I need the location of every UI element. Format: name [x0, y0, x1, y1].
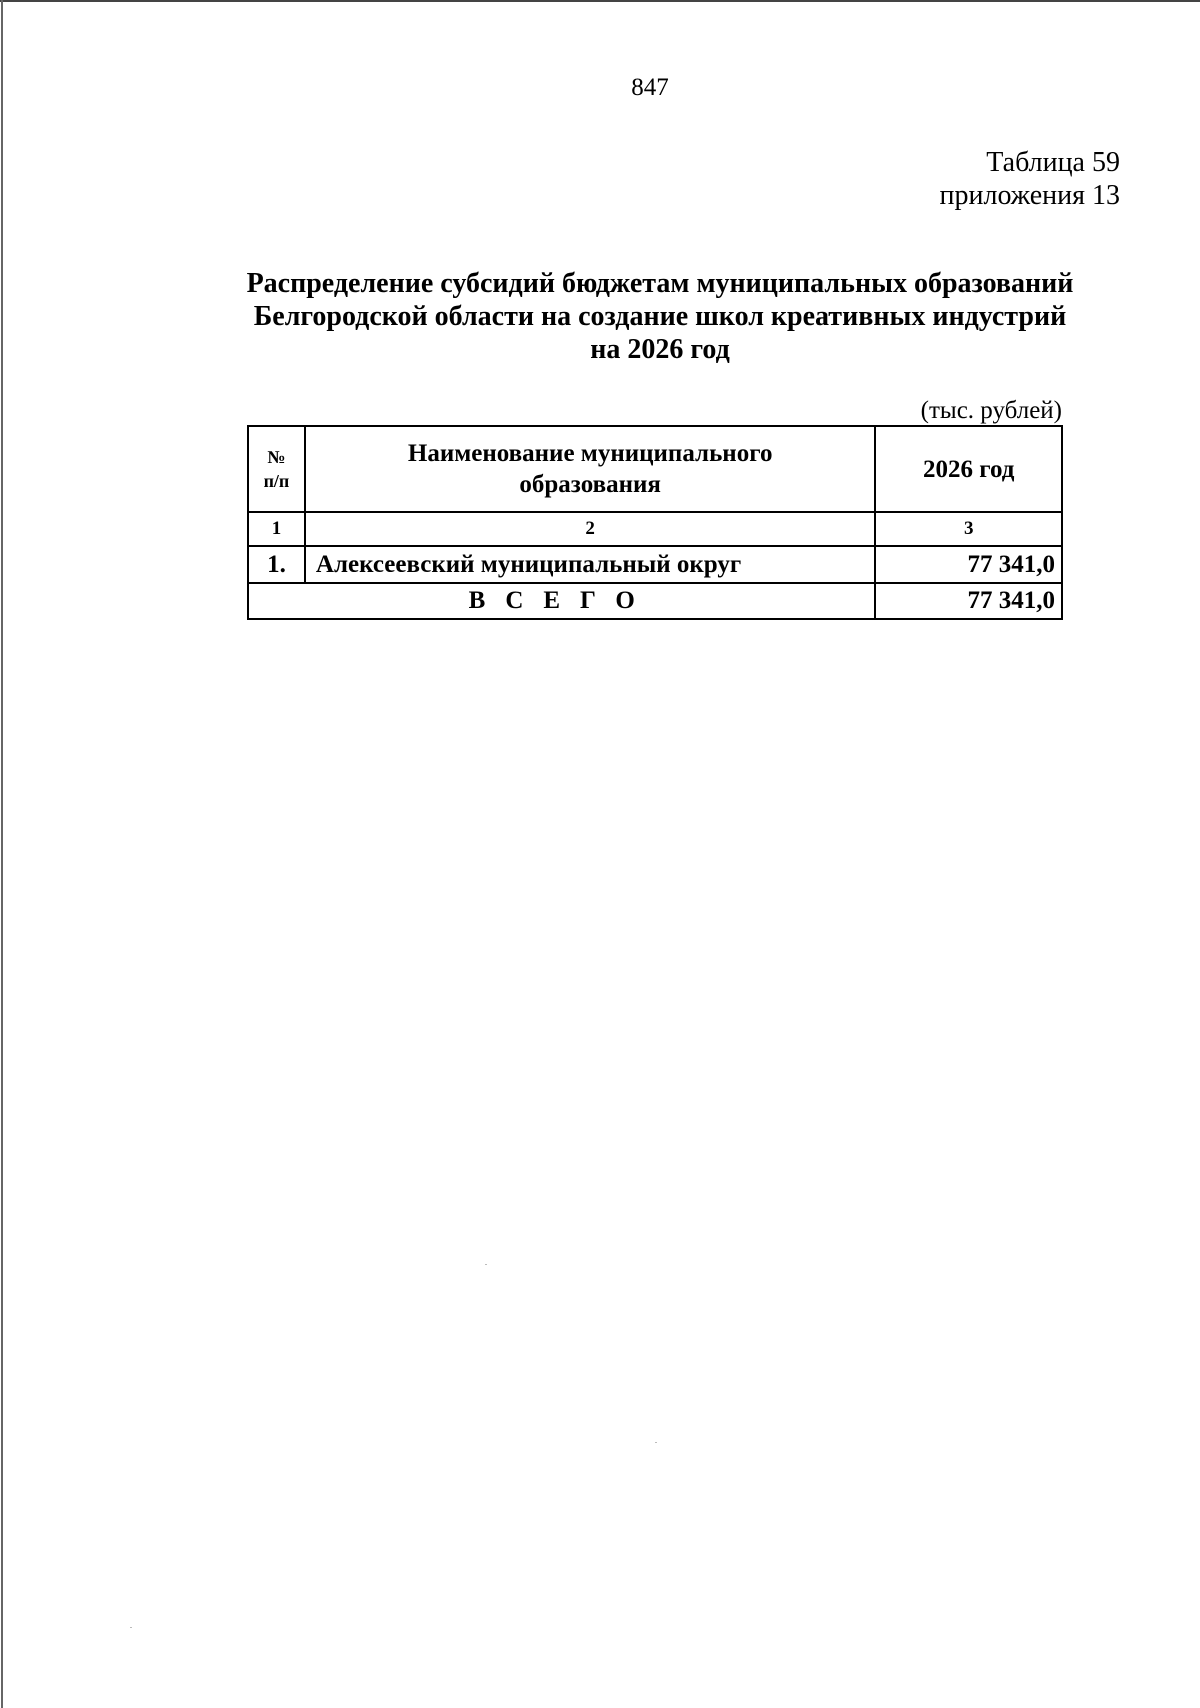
- header-cell-name: [305, 426, 876, 512]
- column-index-row: [248, 512, 1062, 546]
- header-number-sign: №: [267, 447, 286, 467]
- table-reference: [940, 146, 1121, 212]
- scan-speck: [485, 1264, 487, 1265]
- document-title-line-2: Белгородской области на создание школ креативных индустрий: [253, 301, 1067, 332]
- total-row: [248, 583, 1062, 619]
- table-reference-number: Таблица 59: [986, 147, 1120, 178]
- header-name-line-1: Наименование муниципального: [407, 440, 773, 467]
- column-index-2: 2: [305, 512, 876, 546]
- header-cell-year: 2026 год: [875, 426, 1062, 512]
- total-label: ВСЕГО: [248, 583, 875, 619]
- scan-speck: [655, 1442, 657, 1443]
- document-title-line-3: на 2026 год: [590, 334, 730, 365]
- units-label: (тыс. рублей): [920, 397, 1062, 424]
- document-title-line-1: Распределение субсидий бюджетам муниципальных образований: [246, 268, 1074, 299]
- subsidy-table: [247, 425, 1063, 620]
- column-index-1: 1: [248, 512, 305, 546]
- scan-edge-left: [1, 0, 3, 1708]
- row-municipality-name: Алексеевский муниципальный округ: [305, 546, 876, 583]
- table-header-row: [248, 426, 1062, 512]
- table-reference-appendix: приложения 13: [939, 180, 1120, 211]
- header-name-line-2: образования: [519, 471, 661, 498]
- header-cell-number: [248, 426, 305, 512]
- page-number: 847: [631, 74, 669, 101]
- row-amount: 77 341,0: [875, 546, 1062, 583]
- document-title: [160, 267, 1160, 366]
- row-number: 1.: [248, 546, 305, 583]
- header-number-pp: п/п: [263, 471, 290, 491]
- total-amount: 77 341,0: [875, 583, 1062, 619]
- table-row: [248, 546, 1062, 583]
- column-index-3: 3: [875, 512, 1062, 546]
- scan-speck: [130, 1627, 132, 1628]
- scan-edge-top: [0, 0, 1200, 2]
